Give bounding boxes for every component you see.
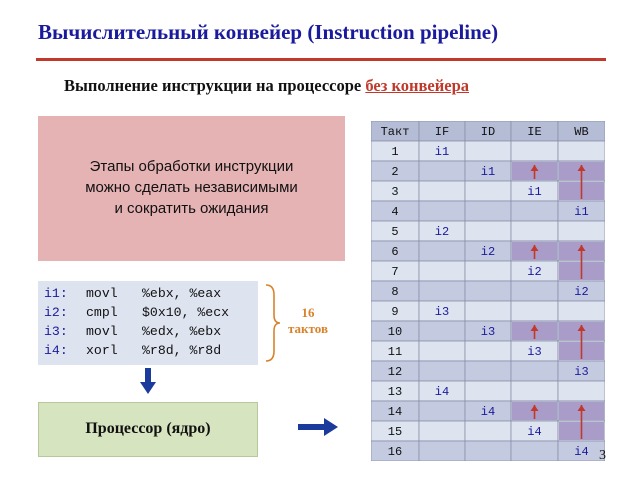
table-cell	[465, 361, 511, 381]
table-cell	[511, 281, 558, 301]
table-cell	[511, 381, 558, 401]
instruction-mark: i1	[574, 205, 589, 219]
code-operands: %ebx, %eax	[142, 286, 222, 301]
code-label: i3:	[44, 324, 68, 339]
instruction-mark: i2	[434, 225, 450, 239]
tact-count-label	[286, 305, 330, 337]
instruction-mark: i2	[480, 245, 496, 259]
tick-number: 10	[387, 325, 403, 339]
table-cell	[419, 161, 465, 181]
code-operands: %edx, %ebx	[142, 324, 222, 339]
tick-number: 15	[387, 425, 403, 439]
instruction-mark: i4	[527, 425, 542, 439]
table-cell	[419, 181, 465, 201]
table-cell	[419, 321, 465, 341]
pipeline-table-svg	[371, 121, 605, 461]
slide-subtitle	[64, 76, 469, 96]
table-cell	[419, 201, 465, 221]
processor-box	[38, 402, 258, 457]
code-label: i1:	[44, 286, 68, 301]
note-line: Этапы обработки инструкции	[89, 158, 294, 175]
note-line: и сократить ожидания	[114, 200, 269, 217]
down-arrow-icon	[140, 368, 156, 394]
table-header-label: IF	[434, 125, 450, 139]
code-mnemonic: movl	[86, 286, 118, 301]
code-line	[44, 284, 222, 303]
tick-number: 5	[391, 225, 399, 239]
code-mnemonic: xorl	[86, 343, 118, 358]
table-cell	[511, 221, 558, 241]
table-cell	[511, 141, 558, 161]
table-cell	[419, 401, 465, 421]
code-line	[44, 322, 222, 341]
title-divider	[36, 58, 606, 61]
tick-number: 3	[391, 185, 399, 199]
code-listing	[38, 281, 258, 365]
note-box	[38, 116, 345, 261]
table-cell	[558, 301, 605, 321]
table-header-label: ID	[480, 125, 496, 139]
instruction-mark: i4	[434, 385, 450, 399]
tick-number: 16	[387, 445, 403, 459]
code-mnemonic: movl	[86, 324, 118, 339]
code-label: i4:	[44, 343, 68, 358]
tick-number: 12	[387, 365, 403, 379]
code-operands: %r8d, %r8d	[142, 343, 222, 358]
table-cell	[558, 381, 605, 401]
instruction-mark: i1	[527, 185, 542, 199]
table-cell	[465, 141, 511, 161]
tact-count-word: тактов	[288, 321, 328, 336]
subtitle-emphasis: без конвейера	[365, 76, 470, 95]
table-cell	[465, 441, 511, 461]
instruction-mark: i1	[480, 165, 496, 179]
note-line: можно сделать независимыми	[85, 179, 298, 196]
table-cell	[511, 361, 558, 381]
tick-number: 9	[391, 305, 399, 319]
tick-number: 11	[387, 345, 403, 359]
table-cell	[511, 301, 558, 321]
table-cell	[419, 241, 465, 261]
slide-title: Вычислительный конвейер (Instruction pipeline)	[38, 20, 499, 44]
tick-number: 4	[391, 205, 399, 219]
table-cell	[465, 281, 511, 301]
instruction-mark: i1	[434, 145, 450, 159]
pipeline-table	[371, 121, 605, 461]
right-arrow-icon	[298, 418, 338, 436]
instruction-mark: i4	[480, 405, 496, 419]
table-cell	[419, 441, 465, 461]
instruction-mark: i3	[574, 365, 589, 379]
instruction-mark: i2	[527, 265, 542, 279]
table-cell	[419, 341, 465, 361]
instruction-mark: i3	[480, 325, 496, 339]
tick-number: 6	[391, 245, 399, 259]
tick-number: 14	[387, 405, 403, 419]
table-cell	[511, 441, 558, 461]
subtitle-prefix: Выполнение инструкции на процессоре	[64, 76, 366, 95]
table-cell	[465, 181, 511, 201]
table-cell	[465, 341, 511, 361]
table-cell	[419, 421, 465, 441]
instruction-mark: i3	[527, 345, 542, 359]
note-text	[38, 156, 345, 219]
table-cell	[465, 201, 511, 221]
instruction-mark: i4	[574, 445, 589, 459]
table-header-label: Такт	[380, 125, 410, 139]
processor-label: Процессор (ядро)	[85, 420, 211, 437]
code-line	[44, 303, 230, 322]
table-cell	[419, 361, 465, 381]
tick-number: 13	[387, 385, 403, 399]
page-number: 3	[599, 448, 606, 463]
table-header-label: IE	[527, 125, 542, 139]
table-cell	[465, 301, 511, 321]
tick-number: 2	[391, 165, 399, 179]
tact-count-number: 16	[301, 305, 315, 320]
code-mnemonic: cmpl	[86, 305, 118, 320]
curly-brace-icon	[262, 283, 282, 363]
tick-number: 1	[391, 145, 399, 159]
table-cell	[465, 381, 511, 401]
tick-number: 8	[391, 285, 399, 299]
table-cell	[419, 281, 465, 301]
table-cell	[558, 141, 605, 161]
table-cell	[465, 221, 511, 241]
table-cell	[511, 201, 558, 221]
table-cell	[419, 261, 465, 281]
table-cell	[465, 421, 511, 441]
instruction-mark: i3	[434, 305, 450, 319]
table-cell	[558, 221, 605, 241]
code-line	[44, 341, 222, 360]
code-operands: $0x10, %ecx	[142, 305, 230, 320]
tick-number: 7	[391, 265, 399, 279]
code-label: i2:	[44, 305, 68, 320]
table-header-label: WB	[574, 125, 589, 139]
instruction-mark: i2	[574, 285, 589, 299]
table-cell	[465, 261, 511, 281]
